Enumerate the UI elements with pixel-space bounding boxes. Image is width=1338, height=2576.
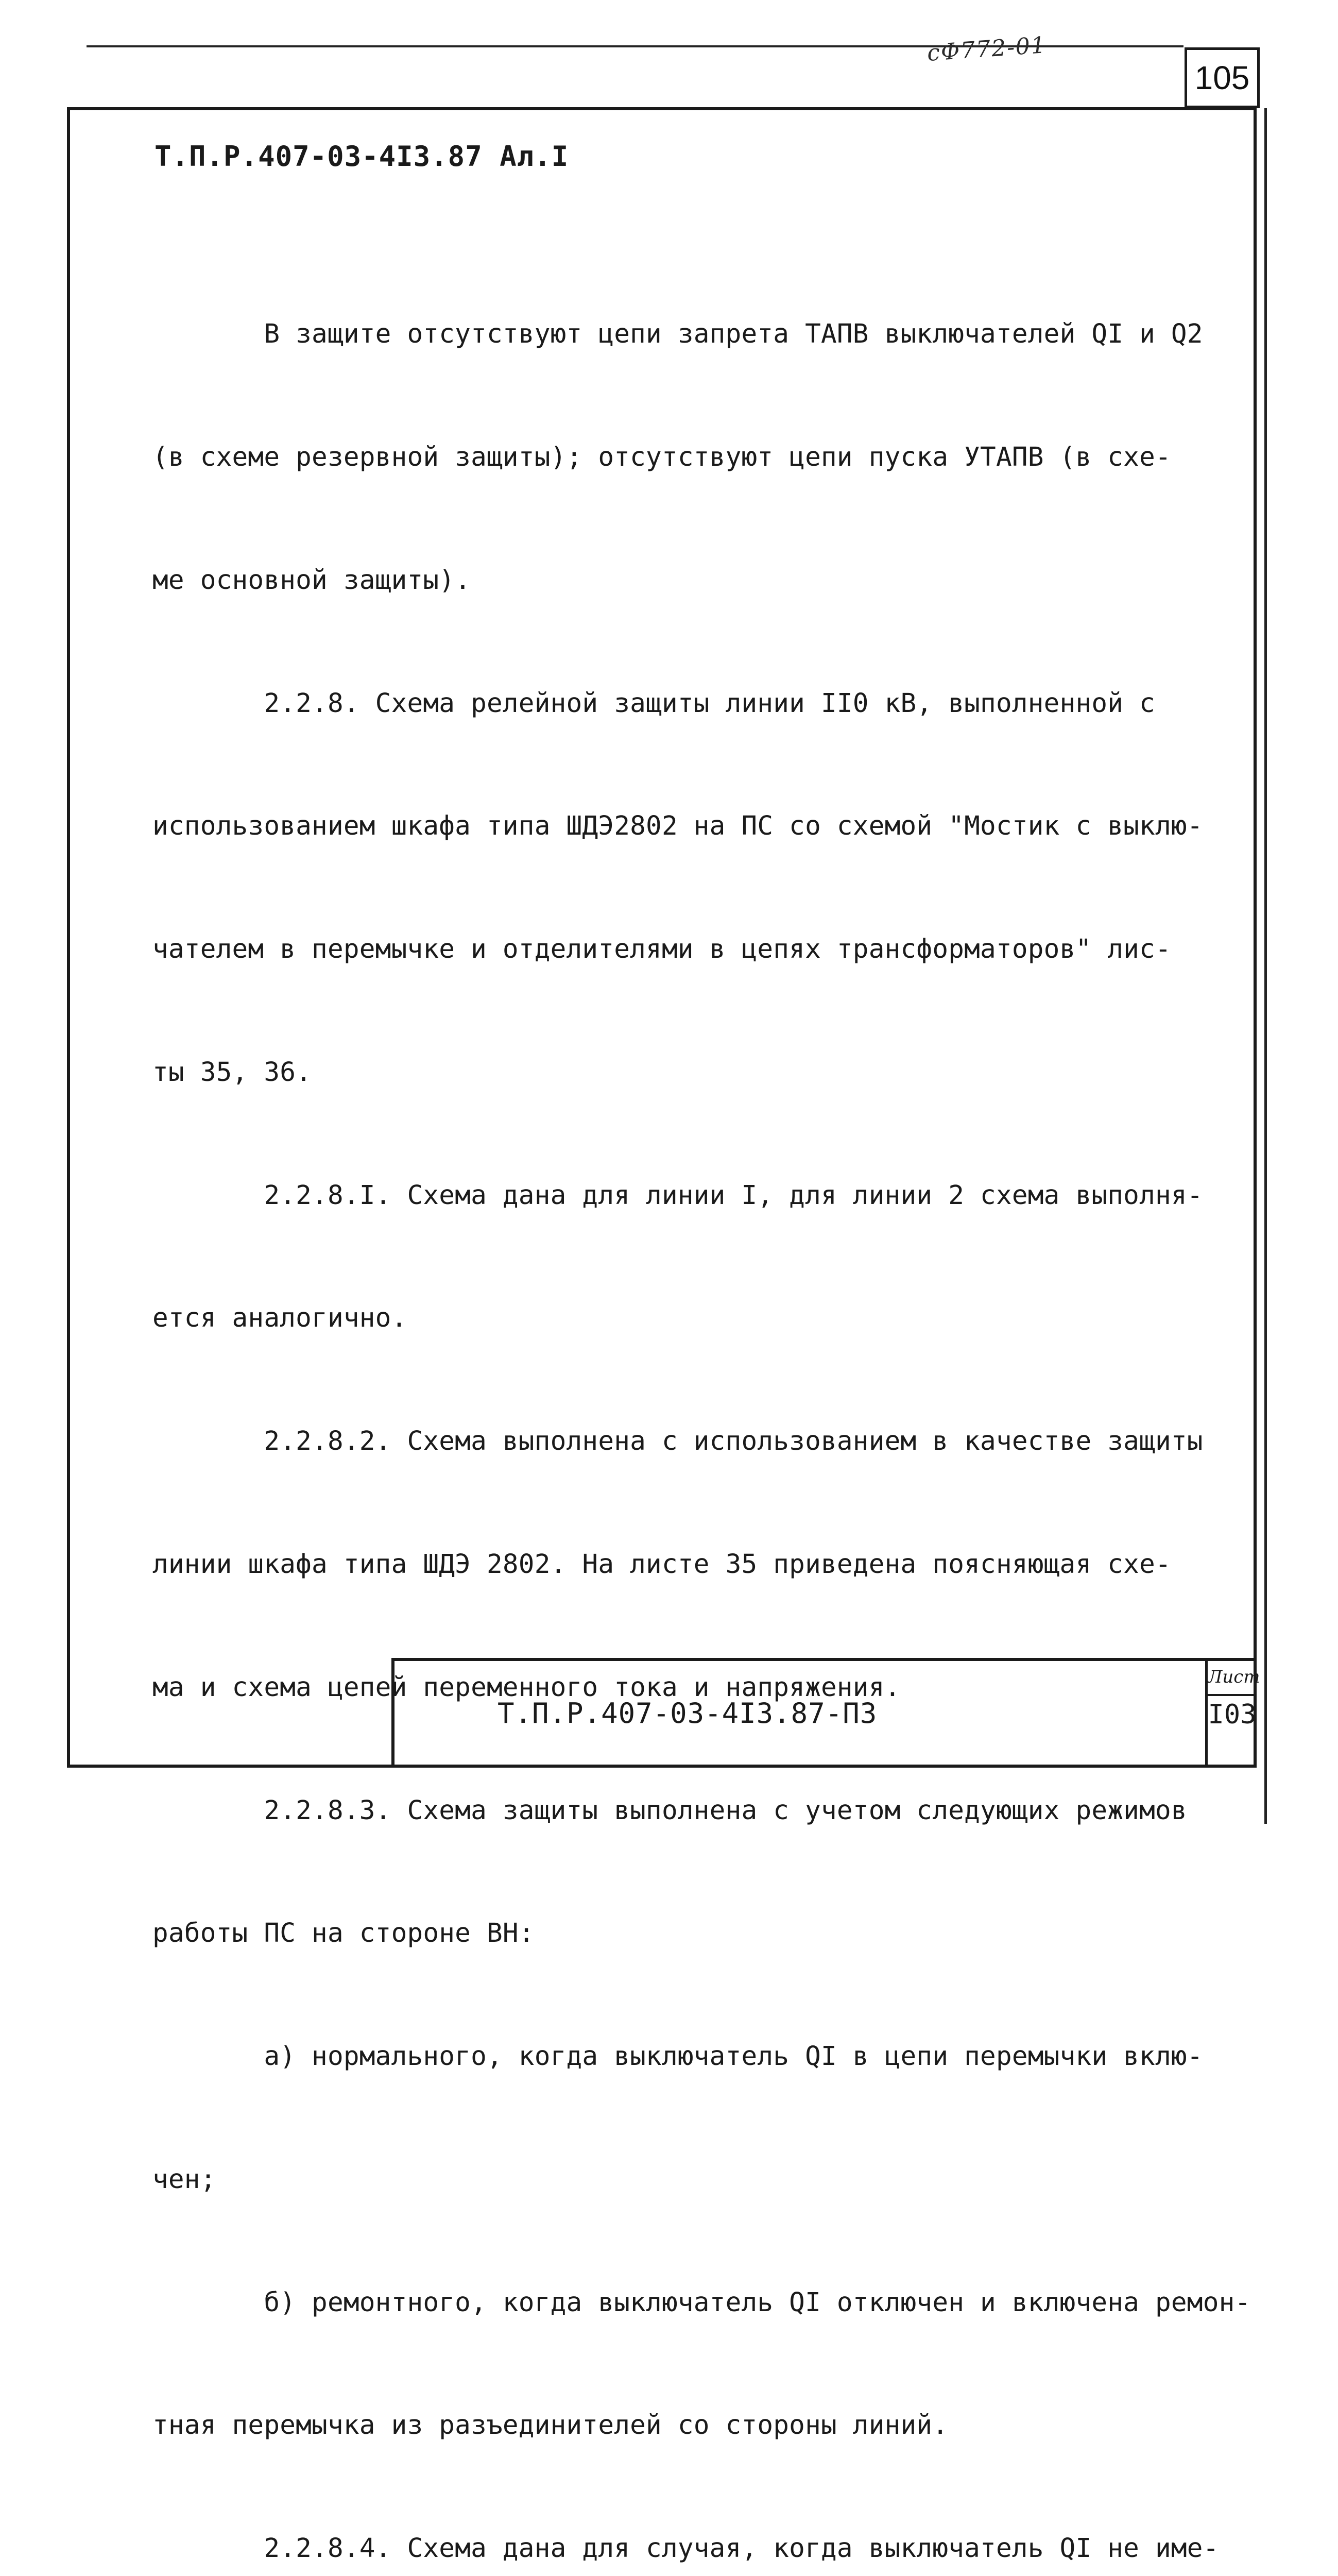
- text-line: 2.2.8.I. Схема дана для линии I, для линии 2 схема выполня-: [152, 1180, 1203, 1211]
- text-line: использованием шкафа типа ШДЭ2802 на ПС со схемой "Мостик с выклю-: [152, 811, 1203, 842]
- sheet-label: Лист: [1208, 1660, 1257, 1696]
- text-line: тная перемычка из разъединителей со стороны линий.: [152, 2410, 949, 2441]
- text-line: чателем в перемычке и отделителями в цепях трансформаторов" лис-: [152, 934, 1171, 965]
- text-line: работы ПС на стороне ВН:: [152, 1918, 535, 1949]
- text-line: чен;: [152, 2164, 216, 2195]
- text-line: 2.2.8.4. Схема дана для случая, когда выключатель QI не име-: [152, 2533, 1219, 2564]
- text-line: ется аналогично.: [152, 1303, 407, 1334]
- stamp-document-code: Т.П.Р.407-03-4I3.87-ПЗ: [498, 1697, 878, 1730]
- text-line: ма и схема цепей переменного тока и напряжения.: [152, 1672, 901, 1703]
- outer-right-rule: [1264, 108, 1267, 1824]
- text-line: (в схеме резервной защиты); отсутствуют цепи пуска УТАПВ (в схе-: [152, 442, 1171, 472]
- text-line: ты 35, 36.: [152, 1057, 312, 1088]
- text-line: 2.2.8.3. Схема защиты выполнена с учетом следующих режимов: [152, 1795, 1187, 1826]
- text-line: 2.2.8.2. Схема выполнена с использованием в качестве защиты: [152, 1426, 1203, 1457]
- page-number: 105: [1185, 47, 1260, 108]
- text-line: а) нормального, когда выключатель QI в цепи перемычки вклю-: [152, 2041, 1203, 2072]
- body-text: [152, 232, 1251, 2576]
- text-line: б) ремонтного, когда выключатель QI отключен и включена ремон-: [152, 2287, 1251, 2318]
- sheet-number: I03: [1208, 1699, 1257, 1730]
- text-line: ме основной защиты).: [152, 565, 471, 596]
- text-line: 2.2.8. Схема релейной защиты линии II0 кВ, выполненной с: [152, 688, 1155, 719]
- title-block-stamp: [391, 1658, 1260, 1768]
- sheet-box: [1205, 1658, 1260, 1768]
- text-line: В защите отсутствуют цепи запрета ТАПВ выключателей QI и Q2: [152, 319, 1203, 350]
- text-line: линии шкафа типа ШДЭ 2802. На листе 35 приведена поясняющая схе-: [152, 1549, 1171, 1580]
- handwritten-archive-code: сФ772-01: [926, 31, 1048, 67]
- document-code-header: Т.П.Р.407-03-4I3.87 Ал.I: [155, 140, 569, 173]
